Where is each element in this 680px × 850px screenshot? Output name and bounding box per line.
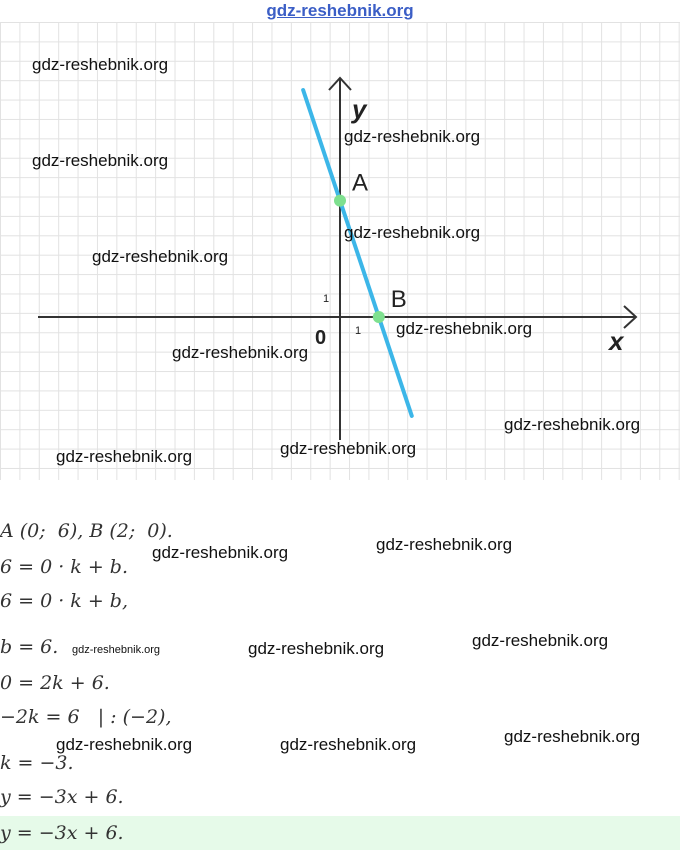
- watermark: gdz-reshebnik.org: [504, 415, 641, 434]
- solution-line: y = −3x + 6.: [0, 786, 124, 808]
- watermark: gdz-reshebnik.org: [248, 639, 385, 658]
- watermark: gdz-reshebnik.org: [72, 644, 161, 656]
- point-a: [334, 195, 346, 207]
- solution-line: −2k = 6 | : (−2),: [0, 706, 172, 728]
- watermark: gdz-reshebnik.org: [32, 151, 169, 170]
- x-tick-label: 1: [355, 325, 362, 337]
- point-label-b: B: [390, 286, 407, 313]
- watermark: gdz-reshebnik.org: [92, 247, 229, 266]
- watermark: gdz-reshebnik.org: [56, 735, 193, 754]
- final-answer: y = −3x + 6.: [0, 816, 680, 850]
- solution-line: b = 6.: [0, 636, 59, 658]
- origin-label: 0: [315, 327, 327, 349]
- watermark: gdz-reshebnik.org: [172, 343, 309, 362]
- watermark: gdz-reshebnik.org: [32, 55, 169, 74]
- watermark: gdz-reshebnik.org: [344, 223, 481, 242]
- solution-line: 6 = 0 · k + b.: [0, 556, 129, 578]
- point-b: [373, 311, 385, 323]
- y-tick-label: 1: [323, 293, 330, 305]
- y-axis-label: y: [352, 94, 367, 124]
- watermark: gdz-reshebnik.org: [280, 439, 417, 458]
- site-header: [0, 0, 680, 22]
- watermark: gdz-reshebnik.org: [152, 543, 289, 562]
- x-axis-label: x: [609, 326, 624, 356]
- solution-line: 0 = 2k + 6.: [0, 672, 110, 694]
- watermark: gdz-reshebnik.org: [376, 535, 513, 554]
- watermark: gdz-reshebnik.org: [504, 727, 641, 746]
- point-label-a: A: [352, 169, 369, 197]
- watermark: gdz-reshebnik.org: [56, 447, 193, 466]
- solution-line: A (0; 6), B (2; 0).: [0, 520, 173, 542]
- solution-line: 6 = 0 · k + b,: [0, 590, 129, 612]
- site-link[interactable]: gdz-reshebnik.org: [266, 1, 414, 20]
- solution-block: [0, 480, 680, 850]
- watermark: gdz-reshebnik.org: [344, 127, 481, 146]
- watermark: gdz-reshebnik.org: [280, 735, 417, 754]
- watermark: gdz-reshebnik.org: [396, 319, 533, 338]
- solution-line: k = −3.: [0, 752, 74, 774]
- watermark: gdz-reshebnik.org: [472, 631, 609, 650]
